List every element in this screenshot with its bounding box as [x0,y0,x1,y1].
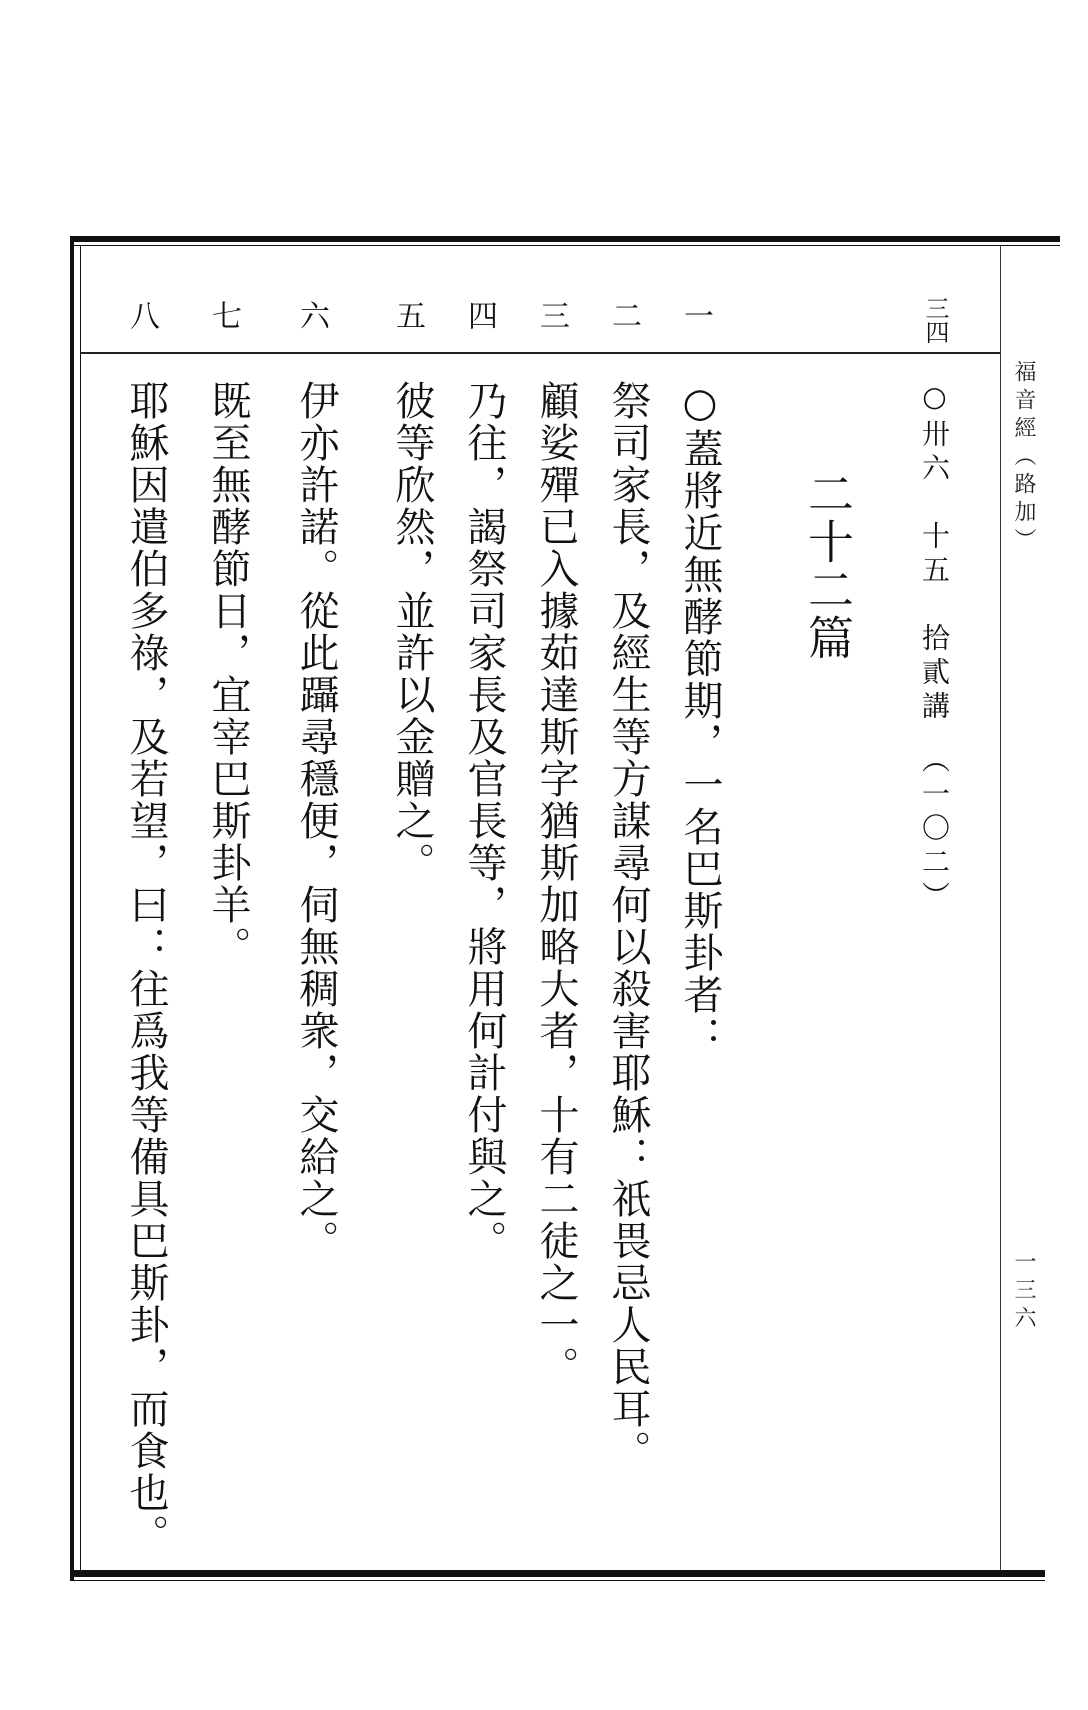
frame-bottom-inner-line [70,1580,1045,1581]
verse-number: 三 [534,300,569,330]
book-title: 福音經（路加） [1011,360,1036,556]
frame-right-border [1000,246,1001,1570]
verse-text: 耶穌因遣伯多祿，及若望，曰：往爲我等備具巴斯卦，而食也。 [123,380,169,1556]
section-number: 三四 [921,296,949,344]
frame-bottom-border [70,1570,1045,1577]
verse-number: 七 [206,300,241,330]
verse-text: 顧娑殫已入據茹達斯字猶斯加略大者，十有二徒之一。 [533,380,579,1388]
verse-text: ○蓋將近無酵節期，一名巴斯卦者： [677,380,723,1058]
verse-text: 既至無酵節日，宜宰巴斯卦羊。 [205,380,251,968]
verse-number: 八 [124,300,159,330]
verse-text: 彼等欣然，並許以金贈之。 [389,380,435,884]
verse-number: 五 [390,300,425,330]
page-number: 一三六 [1011,1250,1036,1334]
verse-number: 六 [294,300,329,330]
verse-number: 四 [462,300,497,330]
cross-reference: ○卅六 十五 拾貳講 （一〇二） [918,380,951,915]
verse-number: 二 [606,300,641,330]
frame-left-inner-line [80,246,81,1570]
header-divider [81,352,1000,354]
verse-text: 伊亦許諾。從此躡尋穩便，伺無稠衆，交給之。 [293,380,339,1262]
frame-left-border [70,236,74,1581]
frame-top-inner-line [70,245,1060,246]
verse-number: 一 [678,300,713,330]
verse-text: 祭司家長，及經生等方謀尋何以殺害耶穌：祇畏忌人民耳。 [605,380,651,1472]
verse-text: 乃往，謁祭司家長及官長等，將用何計付與之。 [461,380,507,1262]
frame-top-border [70,236,1060,242]
chapter-title: 二十二篇 [801,470,855,662]
